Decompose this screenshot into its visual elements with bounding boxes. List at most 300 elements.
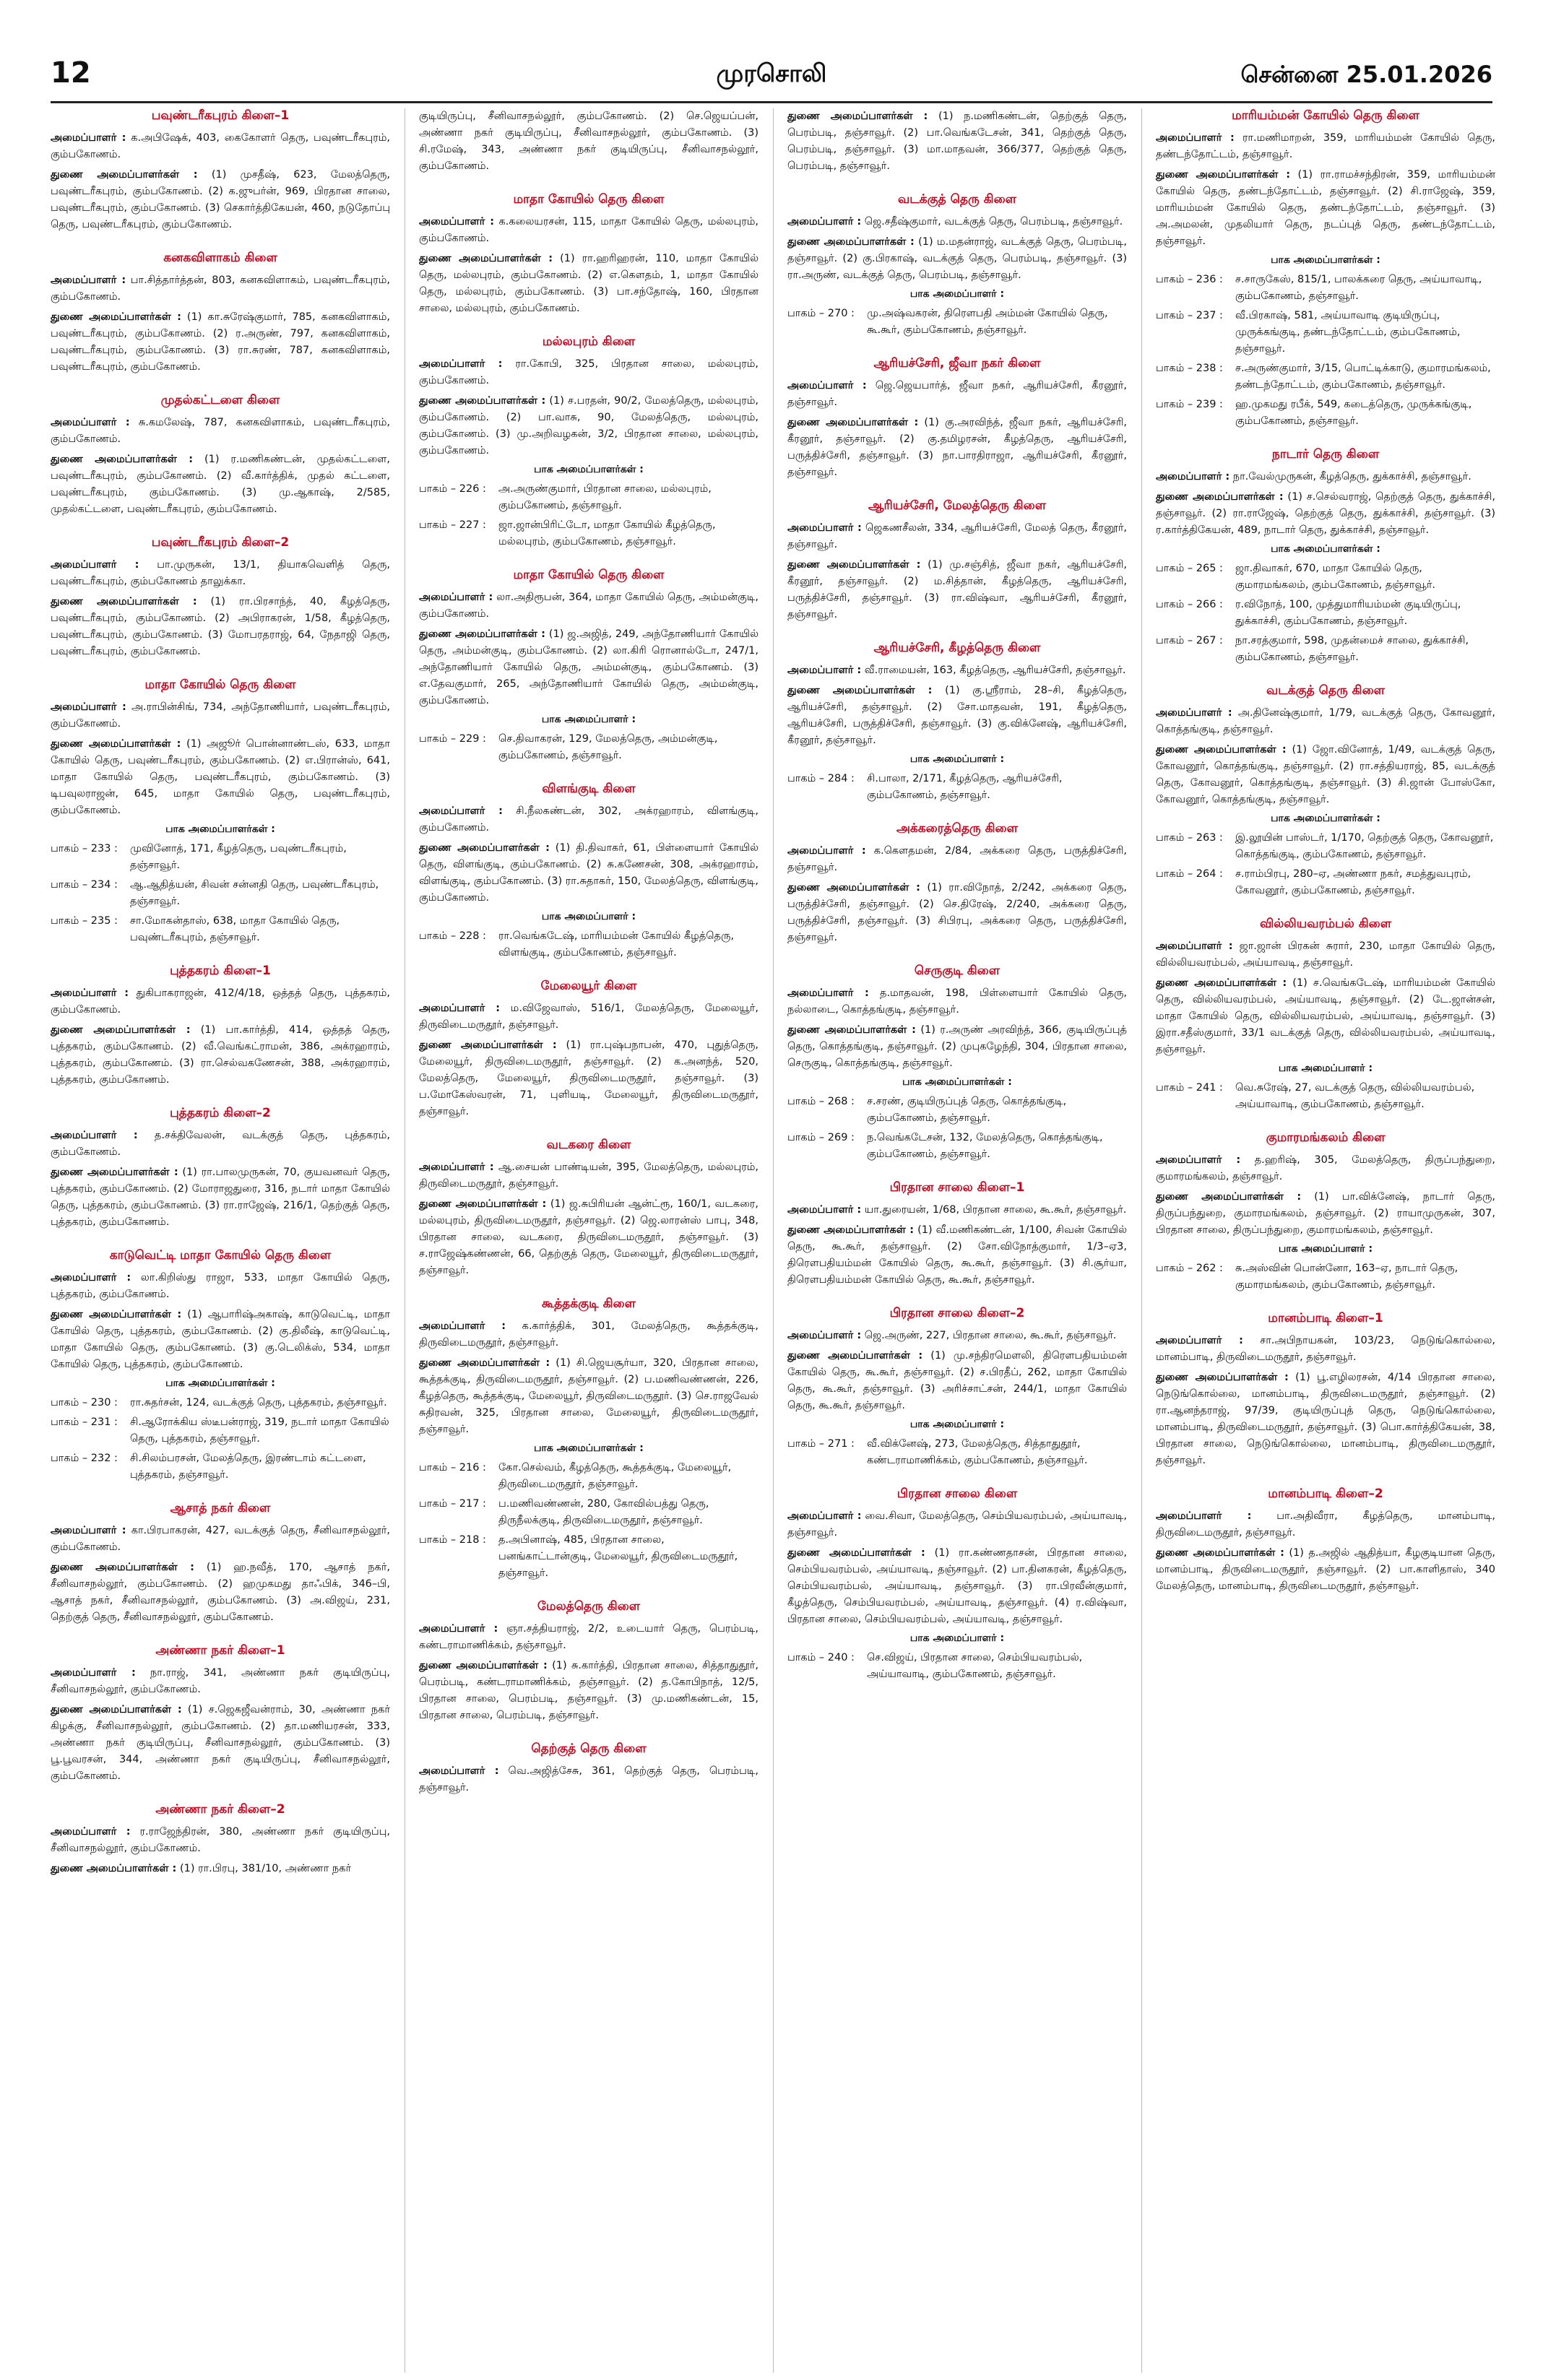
column-3	[787, 108, 1127, 2373]
branch-heading: ஆரியச்சேரி, மேலத்தெரு கிளை	[868, 498, 1047, 513]
officer-details: (1) ரா.பாலமுருகன், 70, குயவனவர் தெரு, புத்தகரம், கும்பகோணம். (2) மோராஜதுரை, 316, நடார் மாதா கோயில் தெரு, புத்தகரம், கும்பகோணம். (3) ரா.ராஜேஷ், 216/1, தெற்குத் தெரு, புத்தகரம், கும்பகோணம்.	[51, 1167, 390, 1228]
part-entry	[1156, 397, 1495, 430]
officer-details: வீ.ராமையன், 163, கீழத்தெரு, ஆரியச்சேரி, தஞ்சாவூர்.	[864, 665, 1126, 676]
role-label: அமைப்பாளர் :	[1156, 471, 1230, 483]
part-organiser: ச.சாருகேஸ், 815/1, பாலக்கரை தெரு, அய்யாவாடி, கும்பகோணம், தஞ்சாவூர்.	[1235, 274, 1482, 302]
part-list	[51, 1395, 390, 1484]
officer-details: க.அபிஷேக், 403, கைகோளர் தெரு, பவுண்டரீகபுரம், கும்பகோணம்.	[51, 132, 390, 160]
role-label: அமைப்பாளர் :	[51, 274, 126, 286]
part-number: பாகம் – 230 :	[51, 1397, 118, 1408]
role-label: துணை அமைப்பாளர்கள் :	[1156, 1372, 1289, 1383]
role-label: துணை அமைப்பாளர்கள் :	[419, 395, 546, 407]
branch-block	[419, 334, 758, 550]
officer-entry	[51, 130, 390, 163]
branch-block	[419, 782, 758, 961]
branch-heading: விளங்குடி கிளை	[542, 782, 636, 796]
part-entry	[419, 517, 758, 550]
branch-block	[787, 1180, 1127, 1289]
part-organisers-heading: பாக அமைப்பாளர்கள் :	[1271, 543, 1380, 555]
officer-entry	[51, 985, 390, 1018]
role-label: அமைப்பாளர் :	[51, 417, 130, 428]
officer-entry	[51, 1128, 390, 1161]
part-organisers-heading: பாக அமைப்பாளர்கள் :	[534, 464, 644, 475]
role-label: அமைப்பாளர் :	[51, 1826, 131, 1838]
officer-entry	[419, 1658, 758, 1724]
officer-details: ஞா.சத்தியராஜ், 2/2, உடையார் தெரு, பெரம்படி, கண்டராமாணிக்கம், தஞ்சாவூர்.	[419, 1623, 758, 1651]
role-label: துணை அமைப்பாளர்கள் :	[419, 1039, 557, 1051]
role-label: துணை அமைப்பாளர்கள் :	[419, 1357, 550, 1369]
branch-block	[1156, 683, 1495, 899]
officer-entry	[419, 1621, 758, 1654]
officer-details: (1) கா.சுரேஷ்குமார், 785, கனகவிளாகம், பவுண்டரீகபுரம், கும்பகோணம். (2) ர.அருண், 797, கனகவிளாகம், பவுண்டரீகபுரம், கும்பகோணம். (3) ரா.சுரண், 787, கனகவிளாகம், பவுண்டரீகபுரம், கும்பகோணம்.	[51, 311, 390, 373]
branch-heading: பவுண்டரீகபுரம் கிளை–2	[151, 535, 290, 550]
officer-entry	[1156, 938, 1495, 972]
officer-entry	[787, 108, 1127, 175]
officer-entry	[1156, 130, 1495, 163]
role-label: துணை அமைப்பாளர்கள் :	[1156, 491, 1284, 503]
part-organiser: இ.லூயின் பாஸ்டர், 1/170, தெற்குத் தெரு, கோவனூர், கொத்தங்குடி, கும்பகோணம், தஞ்சாவூர்.	[1235, 832, 1494, 860]
officer-details: ம.விஜேவாஸ், 516/1, மேலத்தெரு, மேலையூர், திருவிடைமருதூர், தஞ்சாவூர்.	[419, 1003, 758, 1031]
officer-entry	[787, 214, 1127, 230]
officer-entry	[1156, 705, 1495, 738]
officer-entry	[787, 1328, 1127, 1344]
part-organiser: செ.விஜய், பிரதான சாலை, செம்பியவரம்பல், அய்யாவாடி, கும்பகோணம், தஞ்சாவூர்.	[867, 1652, 1083, 1680]
branch-block	[787, 821, 1127, 946]
branch-heading: மேலத்தெரு கிளை	[537, 1599, 641, 1614]
part-organisers-heading: பாக அமைப்பாளர் :	[909, 753, 1005, 765]
role-label: அமைப்பாளர் :	[787, 380, 867, 391]
officer-details: (1) வீ.மணிகண்டன், 1/100, சிவன் கோயில் தெரு, கூ.கூர், தஞ்சாவூர். (2) சோ.விநோத்குமார், 1/3–ஏ3, திரௌபதியம்மன் கோயில் தெரு, கூ.கூர், தஞ்சாவூர். (3) சி.சூர்யா, திரௌபதியம்மன் கோயில் தெரு, கூ.கூர், தஞ்சாவூர்.	[787, 1224, 1127, 1286]
role-label: அமைப்பாளர் :	[787, 1330, 862, 1341]
part-list	[419, 1460, 758, 1582]
part-number: பாகம் – 271 :	[787, 1438, 855, 1450]
officer-details: (1) பூ.எழிலரசன், 4/14 பிரதான சாலை, நெடுங்கொல்லை, மானம்பாடி, திருவிடைமருதூர், தஞ்சாவூர். (2) ரா.ஆனந்தராஜ், 97/39, குடியிருப்புத் தெரு, நெடுங்கொல்லை, மானம்பாடி, திருவிடைமருதூர், தஞ்சாவூர். (3) பொ.கார்த்திகேயன், 38, பிரதான சாலை, நெடுங்கொல்லை, மானம்பாடி, திருவிடைமருதூர், தஞ்சாவூர்.	[1156, 1372, 1495, 1466]
officer-details: கா.பிரபாகரன், 427, வடக்குத் தெரு, சீனிவாசநல்லூர், கும்பகோணம்.	[51, 1525, 390, 1553]
branch-block	[419, 192, 758, 317]
branch-block	[1156, 108, 1495, 430]
part-entry	[419, 1532, 758, 1582]
officer-details: க.கலையரசன், 115, மாதா கோயில் தெரு, மல்லபுரம், கும்பகோணம்.	[419, 216, 758, 244]
branch-block	[51, 1248, 390, 1484]
officer-entry	[419, 589, 758, 623]
part-number: பாகம் – 265 :	[1156, 563, 1223, 574]
role-label: துணை அமைப்பாளர்கள் :	[1156, 977, 1287, 989]
officer-entry	[787, 415, 1127, 481]
officer-details: ஜெகணசீலன், 334, ஆரியச்சேரி, மேலத் தெரு, கீரனூர், தஞ்சாவூர்.	[787, 522, 1127, 550]
role-label: அமைப்பாளர் :	[787, 1510, 862, 1522]
officer-details: (1) மு.சந்திரமௌலி, திரௌபதியம்மன் கோயில் தெரு, கூ.கூர், தஞ்சாவூர். (2) ச.பிரதீப், 262, மாதா கோயில் தெரு, கூ.கூர், தஞ்சாவூர். (3) அரிச்சாட்சன், 244/1, மாதா கோயில் தெரு, கூ.கூர், தஞ்சாவூர்.	[787, 1350, 1127, 1411]
officer-details: (1) ரா.கண்ணதாசன், பிரதான சாலை, செம்பியவரம்பல், அய்யாவடி, தஞ்சாவூர். (2) பா.தினகரன், கீழத்தெரு, செம்பியவரம்பல், அய்யாவடி, தஞ்சாவூர். (3) ரா.பிரவீன்குமார், கீழத்தெரு, செம்பியவரம்பல், அய்யாவடி, தஞ்சாவூர். (4) ர.விஷ்வா, பிரதான சாலை, செம்பியவரம்பல், அய்யாவடி, தஞ்சாவூர்.	[787, 1547, 1127, 1625]
role-label: துணை அமைப்பாளர்கள் :	[787, 559, 921, 571]
officer-details: த.ஹரிஷ், 305, மேலத்தெரு, திருப்பந்துறை, குமாரமங்கலம், தஞ்சாவூர்.	[1156, 1154, 1495, 1182]
officer-details: (1) த.அஜில் ஆதித்யா, கீழகுடியான தெரு, மானம்பாடி, திருவிடைமருதூர், தஞ்சாவூர். (2) பா.காளிதாஸ், 340 மேலத்தெரு, மானம்பாடி, திருவிடைமருதூர், தஞ்சாவூர்.	[1156, 1547, 1495, 1592]
part-entry	[51, 877, 390, 910]
officer-entry	[419, 803, 758, 836]
part-entry	[419, 481, 758, 514]
part-number: பாகம் – 232 :	[51, 1453, 118, 1464]
branch-block	[419, 108, 758, 175]
role-label: அமைப்பாளர் :	[787, 987, 869, 999]
officer-entry	[787, 1202, 1127, 1219]
part-organiser: சி.பாலா, 2/171, கீழத்தெரு, ஆரியச்சேரி, கும்பகோணம், தஞ்சாவூர்.	[867, 773, 1063, 801]
officer-entry	[787, 378, 1127, 411]
page-number: 12	[51, 56, 91, 90]
branch-block	[787, 108, 1127, 175]
role-label: துணை அமைப்பாளர்கள் :	[419, 842, 550, 854]
officer-entry	[419, 1159, 758, 1193]
part-organiser: வீ.பிரகாஷ், 581, அய்யாவாடி குடியிருப்பு, முருக்கங்குடி, தண்டந்தோட்டம், கும்பகோணம், தஞ்சாவூர்.	[1235, 310, 1461, 355]
branch-block	[787, 356, 1127, 481]
officer-details: (1) ஆபாரிஷ்அகாஷ், காடுவெட்டி, மாதா கோயில் தெரு, புத்தகரம், கும்பகோணம். (2) கு.திலீஷ், காடுவெட்டி, மாதா கோயில் தெரு, கும்பகோணம். (3) கு.டெலிக்ஸ், 534, மாதா கோயில் தெரு, புத்தகரம், கும்பகோணம்.	[51, 1309, 390, 1370]
part-entry	[51, 1395, 390, 1411]
branch-heading: மானம்பாடி கிளை–1	[1268, 1311, 1383, 1325]
role-label: துணை அமைப்பாளர்கள் :	[51, 1167, 178, 1178]
officer-details: பா.அதிவீரா, கீழத்தெரு, மானம்பாடி, திருவிடைமருதூர், தஞ்சாவூர்.	[1156, 1510, 1495, 1539]
part-list	[1156, 561, 1495, 666]
part-list	[787, 1650, 1127, 1683]
officer-details: யா.துரையன், 1/68, பிரதான சாலை, கூ.கூர், தஞ்சாவூர்.	[864, 1204, 1127, 1216]
role-label: துணை அமைப்பாளர்கள் :	[787, 236, 915, 248]
officer-details: (1) மு.சஞ்சித், ஜீவா நகர், ஆரியச்சேரி, கீரனூர், தஞ்சாவூர். (2) ம.சித்தான், கீழத்தெரு, ஆரியச்சேரி, பருத்திச்சேரி, தஞ்சாவூர். (3) ரா.விஷ்வா, ஆரியச்சேரி, கீரனூர், தஞ்சாவூர்.	[787, 559, 1127, 620]
branch-block	[51, 108, 390, 233]
officer-details: (1) சு.கார்த்தி, பிரதான சாலை, சித்தாதுதூர், பெரம்படி, கண்டராமாணிக்கம், தஞ்சாவூர். (2) த.கோபிநாத், 12/5, பிரதான சாலை, பெரம்படி, தஞ்சாவூர். (3) மு.மணிகண்டன், 15, பிரதான சாலை, பெரம்படி, தஞ்சாவூர்.	[419, 1660, 758, 1721]
part-entry	[787, 1650, 1127, 1683]
role-label: அமைப்பாளர் :	[1156, 132, 1235, 144]
part-number: பாகம் – 240 :	[787, 1652, 855, 1663]
part-organisers-heading: பாக அமைப்பாளர் :	[909, 1419, 1005, 1430]
officer-entry	[787, 557, 1127, 623]
part-organiser: ப.மணிவண்ணன், 280, கோவில்பத்து தெரு, திருநீலக்குடி, திருவிடைமருதூர், தஞ்சாவூர்.	[498, 1498, 709, 1526]
part-number: பாகம் – 235 :	[51, 915, 118, 927]
officer-entry	[1156, 1508, 1495, 1541]
branch-block	[419, 1297, 758, 1582]
branch-heading: பிரதான சாலை கிளை	[896, 1487, 1018, 1501]
branch-heading: புத்தகரம் கிளை–1	[170, 964, 271, 978]
officer-entry	[51, 1861, 390, 1877]
role-label: அமைப்பாளர் :	[51, 1525, 126, 1536]
officer-entry	[51, 1824, 390, 1857]
part-number: பாகம் – 262 :	[1156, 1263, 1223, 1274]
officer-details: (1) ஹ.நவீத், 170, ஆசாத் நகர், சீனிவாசநல்லூர், கும்பகோணம். (2) ஹமுகமது தாஃபிக், 346–பி, ஆசாத் நகர், சீனிவாசநல்லூர், கும்பகோணம். (3) அ.விஜய், 231, தெற்குத் தெரு, சீனிவாசநல்லூர், கும்பகோணம்.	[51, 1562, 390, 1623]
branch-block	[51, 1106, 390, 1231]
officer-details: க.கெளதமன், 2/84, அக்கரை தெரு, பருத்திச்சேரி, தஞ்சாவூர்.	[787, 845, 1127, 873]
part-entry	[1156, 866, 1495, 899]
part-organiser: ஹ.முகமது ரபீக், 549, கடைத்தெரு, முருக்கங்குடி, கும்பகோணம், தஞ்சாவூர்.	[1235, 399, 1472, 427]
officer-details: (1) ரா.ஹரிஹரன், 110, மாதா கோயில் தெரு, மல்லபுரம், கும்பகோணம். (2) எ.கெளதம், 1, மாதா கோயில் தெரு, மல்லபுரம், கும்பகோணம். (3) பா.சந்தோஷ், 160, பிரதான சாலை, மல்லபுரம், கும்பகோணம்.	[419, 253, 758, 314]
branch-block	[1156, 447, 1495, 666]
officer-details: (1) முசதீஷ், 623, மேலத்தெரு, பவுண்டரீகபுரம், கும்பகோணம். (2) க.ஜுபர்ன், 969, பிரதான சாலை, பவுண்டரீகபுரம், கும்பகோணம். (3) செகார்த்திகேயன், 460, நடுதோப்பு தெரு, பவுண்டரீகபுரம், கும்பகோணம்.	[51, 169, 390, 230]
officer-entry	[1156, 1333, 1495, 1366]
part-organiser: சி.ஆரோக்கிய ஸ்டீபன்ராஜ், 319, நடார் மாதா கோயில் தெரு, புத்தகரம், தஞ்சாவூர்.	[130, 1416, 389, 1445]
branch-heading: முதல்கட்டளை கிளை	[160, 393, 280, 407]
role-label: அமைப்பாளர் :	[51, 1130, 138, 1141]
officer-entry	[787, 234, 1127, 284]
part-organiser: ந.வெங்கடேசன், 132, மேலத்தெரு, கொத்தங்குடி, கும்பகோணம், தஞ்சாவூர்.	[867, 1132, 1103, 1160]
branch-heading: வடகரை கிளை	[546, 1138, 631, 1152]
article-columns	[51, 108, 1495, 2373]
officer-details: நா.ராஜ், 341, அண்ணா நகர் குடியிருப்பு, சீனிவாசநல்லூர், கும்பகோணம்.	[51, 1667, 390, 1695]
branch-heading: மானம்பாடி கிளை–2	[1268, 1487, 1383, 1501]
role-label: அமைப்பாளர் :	[419, 1320, 506, 1332]
officer-entry	[419, 1355, 758, 1438]
branch-block	[787, 192, 1127, 339]
branch-heading: தெற்குத் தெரு கிளை	[531, 1741, 647, 1756]
part-organiser: ஜா.ஜான்பிரிட்டோ, மாதா கோயில் கீழத்தெரு, மல்லபுரம், கும்பகோணம், தஞ்சாவூர்.	[498, 519, 716, 548]
branch-heading: அண்ணா நகர் கிளை–1	[155, 1643, 285, 1658]
role-label: துணை அமைப்பாளர்கள் :	[787, 1547, 925, 1559]
officer-details: சி.நீலகண்டன், 302, அக்ரஹாரம், விளங்குடி, கும்பகோணம்.	[419, 805, 758, 834]
officer-details: (1) கு.அரவிந்த், ஜீவா நகர், ஆரியச்சேரி, கீரனூர், தஞ்சாவூர். (2) கு.தமிழரசன், கீழத்தெரு, ஆரியச்சேரி, பருத்திச்சேரி, தஞ்சாவூர். (3) நா.பாரதிராஜா, ஆரியச்சேரி, கீரனூர், தஞ்சாவூர்.	[787, 417, 1127, 478]
officer-details: ஜெ.அருண், 227, பிரதான சாலை, கூ.கூர், தஞ்சாவூர்.	[864, 1330, 1117, 1341]
role-label: துணை அமைப்பாளர்கள் :	[787, 685, 933, 696]
officer-details: (1) ரா.புஷ்பநாபன், 470, புதுத்தெரு, மேலையூர், திருவிடைமருதூர், தஞ்சாவூர். (2) க.அனந்த், 520, மேலத்தெரு, மேலையூர், திருவிடைமருதூர், தஞ்சாவூர். (3) ப.மோகேஸ்வரன், 71, புளியடி, மேலையூர், திருவிடைமருதூர், தஞ்சாவூர்.	[419, 1039, 758, 1117]
part-organiser: சா.மோகன்தாஸ், 638, மாதா கோயில் தெரு, பவுண்டரீகபுரம், தஞ்சாவூர்.	[130, 915, 340, 943]
part-organiser: ச.அருண்குமார், 3/15, பொட்டிக்காடு, குமாரமங்கலம், தண்டந்தோட்டம், கும்பகோணம், தஞ்சாவூர்.	[1235, 363, 1491, 391]
part-number: பாகம் – 263 :	[1156, 832, 1223, 844]
part-entry	[1156, 830, 1495, 863]
role-label: துணை அமைப்பாளர்கள் :	[787, 882, 920, 893]
role-label: அமைப்பாளர் :	[419, 216, 495, 228]
part-list	[1156, 830, 1495, 899]
officer-entry	[419, 626, 758, 709]
officer-entry	[787, 1222, 1127, 1289]
officer-details: பா.முருகன், 13/1, தியாகவெளித் தெரு, பவுண்டரீகபுரம், கும்பகோணம் தாலுக்கா.	[51, 559, 390, 587]
branch-heading: மேலையூர் கிளை	[540, 979, 637, 993]
branch-block	[787, 498, 1127, 623]
branch-heading: செருகுடி கிளை	[914, 964, 1000, 978]
part-number: பாகம் – 227 :	[419, 519, 486, 531]
branch-block	[787, 641, 1127, 804]
branch-block	[51, 964, 390, 1089]
part-organiser: ஆ.ஆதித்யன், சிவன் சன்னதி தெரு, பவுண்டரீகபுரம், தஞ்சாவூர்.	[130, 879, 379, 907]
part-entry	[51, 1414, 390, 1448]
part-list	[1156, 1080, 1495, 1113]
part-entry	[51, 913, 390, 946]
branch-heading: ஆரியச்சேரி, கீழத்தெரு கிளை	[873, 641, 1041, 655]
part-number: பாகம் – 238 :	[1156, 363, 1223, 374]
officer-entry	[1156, 1189, 1495, 1239]
officer-details: ஜா.ஜான் பிரகன் சுரார், 230, மாதா கோயில் தெரு, வில்லியவரம்பல், அய்யாவடி, தஞ்சாவூர்.	[1156, 940, 1495, 969]
branch-heading: பிரதான சாலை கிளை–2	[889, 1306, 1025, 1320]
officer-details: (1) ர.அருண் அரவிந்த், 366, குடியிருப்புத் தெரு, கொத்தங்குடி, தஞ்சாவூர். (2) முபுகழேந்தி, 304, பிரதான சாலை, செருகுடி, கொத்தங்குடி, தஞ்சாவூர்.	[787, 1024, 1127, 1069]
part-list	[787, 1094, 1127, 1163]
officer-entry	[51, 167, 390, 233]
branch-block	[419, 568, 758, 764]
role-label: துணை அமைப்பாளர்கள் :	[51, 1024, 191, 1036]
role-label: அமைப்பாளர் :	[787, 665, 862, 676]
masthead-rule	[51, 101, 1492, 103]
part-entry	[419, 731, 758, 764]
branch-block	[787, 1306, 1127, 1469]
officer-entry	[51, 1523, 390, 1556]
officer-entry	[419, 393, 758, 459]
role-label: அமைப்பாளர் :	[51, 132, 126, 144]
branch-heading: மாதா கோயில் தெரு கிளை	[144, 678, 296, 692]
branch-heading: காடுவெட்டி மாதா கோயில் தெரு கிளை	[109, 1248, 332, 1263]
part-organiser: ர.விநோத், 100, முத்துமாரியம்மன் குடியிருப்பு, துக்காச்சி, கும்பகோணம், தஞ்சாவூர்.	[1235, 599, 1461, 627]
branch-block	[1156, 1487, 1495, 1595]
officer-entry	[787, 843, 1127, 876]
part-list	[1156, 1260, 1495, 1294]
part-organiser: ஜா.திவாகர், 670, மாதா கோயில் தெரு, குமாரமங்கலம், கும்பகோணம், தஞ்சாவூர்.	[1235, 563, 1436, 591]
officer-details: (1) ஜ.சுபிரியன் ஆன்ட்ரூ, 160/1, வடகரை, மல்லபுரம், திருவிடைமருதூர், தஞ்சாவூர். (2) ஜெ.லாரன்ஸ் பாபு, 348, பிரதான சாலை, வடகரை, திருவிடைமருதூர், தஞ்சாவூர். (3) ச.ராஜேஷ்கண்ணன், 66, தெற்குத் தெரு, மேலையூர், திருவிடைமருதூர், தஞ்சாவூர்.	[419, 1198, 758, 1276]
branch-block	[51, 251, 390, 376]
part-organiser: சு.அஸ்வின் பொன்னோ, 163–ஏ, நாடார் தெரு, குமாரமங்கலம், கும்பகோணம், தஞ்சாவூர்.	[1235, 1263, 1458, 1291]
officer-entry	[419, 251, 758, 317]
role-label: துணை அமைப்பாளர்கள் :	[51, 1704, 182, 1715]
part-entry	[1156, 633, 1495, 666]
officer-entry	[787, 662, 1127, 679]
officer-entry	[1156, 1369, 1495, 1469]
role-label: அமைப்பாளர் :	[51, 987, 129, 999]
part-organisers-heading: பாக அமைப்பாளர்கள் :	[165, 1377, 275, 1389]
part-entry	[1156, 597, 1495, 630]
officer-details: நா.வேல்முருகன், கீழத்தெரு, துக்காச்சி, தஞ்சாவூர்.	[1232, 471, 1471, 483]
officer-entry	[51, 1559, 390, 1626]
officer-entry	[419, 840, 758, 906]
branch-heading: ஆசாத் நகர் கிளை	[170, 1501, 271, 1515]
role-label: அமைப்பாளர் :	[1156, 1154, 1241, 1166]
officer-entry	[419, 214, 758, 247]
officer-entry	[51, 1022, 390, 1089]
officer-entry	[419, 108, 758, 175]
role-label: துணை அமைப்பாளர்கள் :	[51, 738, 181, 750]
officer-details: ஆ.சையன் பாண்டியன், 395, மேலத்தெரு, மல்லபுரம், திருவிடைமருதூர், தஞ்சாவூர்.	[419, 1161, 758, 1190]
officer-entry	[787, 520, 1127, 553]
part-organisers-heading: பாக அமைப்பாளர் :	[541, 714, 636, 725]
role-label: அமைப்பாளர் :	[419, 592, 493, 603]
officer-entry	[1156, 742, 1495, 808]
branch-block	[1156, 1130, 1495, 1294]
branch-block	[51, 393, 390, 518]
part-organiser: த.அபினாஷ், 485, பிரதான சாலை, பனங்காட்டான்குடி, மேலையூர், திருவிடைமருதூர், தஞ்சாவூர்.	[498, 1534, 738, 1579]
branch-heading: அண்ணா நகர் கிளை–2	[155, 1802, 285, 1817]
role-label: அமைப்பாளர் :	[51, 701, 126, 713]
part-entry	[787, 1130, 1127, 1163]
part-list	[787, 771, 1127, 804]
part-number: பாகம் – 267 :	[1156, 635, 1223, 646]
role-label: துணை அமைப்பாளர்கள் :	[787, 1350, 923, 1362]
officer-entry	[51, 1270, 390, 1303]
branch-block	[51, 1802, 390, 1877]
officer-entry	[1156, 1152, 1495, 1185]
part-organisers-heading: பாக அமைப்பாளர் :	[541, 911, 636, 922]
officer-details: (1) ச.பரதன், 90/2, மேலத்தெரு, மல்லபுரம், கும்பகோணம். (2) பா.வாசு, 90, மேலத்தெரு, மல்லபுரம், கும்பகோணம். (3) மு.அறிவழகன், 3/2, பிரதான சாலை, மல்லபுரம், கும்பகோணம்.	[419, 395, 758, 456]
branch-block	[787, 964, 1127, 1163]
role-label: துணை அமைப்பாளர்கள் :	[1156, 744, 1287, 756]
officer-entry	[787, 1348, 1127, 1414]
role-label: துணை அமைப்பாளர்கள் :	[51, 1309, 182, 1320]
part-organisers-heading: பாக அமைப்பாளர் :	[1278, 1243, 1373, 1255]
officer-entry	[51, 1307, 390, 1373]
branch-heading: ஆரியச்சேரி, ஜீவா நகர் கிளை	[873, 356, 1041, 371]
part-organiser: ச.சரண், குடியிருப்புத் தெரு, கொத்தங்குடி, கும்பகோணம், தஞ்சாவூர்.	[867, 1096, 1067, 1124]
officer-entry	[51, 1164, 390, 1231]
part-organiser: கோ.செல்வம், கீழத்தெரு, கூத்தக்குடி, மேலையூர், திருவிடைமருதூர், தஞ்சாவூர்.	[498, 1462, 732, 1490]
officer-entry	[51, 1702, 390, 1785]
officer-details: ர.ராஜேந்திரன், 380, அண்ணா நகர் குடியிருப்பு, சீனிவாசநல்லூர், கும்பகோணம்.	[51, 1826, 390, 1854]
officer-details: த.சக்திவேலன், வடக்குத் தெரு, புத்தகரம், கும்பகோணம்.	[51, 1130, 390, 1158]
role-label: அமைப்பாளர் :	[1156, 1335, 1243, 1346]
part-number: பாகம் – 216 :	[419, 1462, 486, 1474]
branch-block	[419, 979, 758, 1120]
officer-details: அ.ராபின்சிங், 734, அந்தோணியார், பவுண்டரீகபுரம், கும்பகோணம்.	[51, 701, 390, 730]
role-label: துணை அமைப்பாளர்கள் :	[1156, 1191, 1302, 1203]
role-label: அமைப்பாளர் :	[51, 559, 139, 571]
officer-entry	[1156, 975, 1495, 1058]
role-label: துணை அமைப்பாளர்கள் :	[419, 1660, 548, 1671]
column-1	[51, 108, 390, 2373]
officer-details: (1) ந.மணிகண்டன், தெற்குத் தெரு, பெரம்படி, தஞ்சாவூர். (2) பா.வெங்கடேசன், 341, தெற்குத் தெரு, பெரம்படி, தஞ்சாவூர். (3) மா.மாதவன், 366/377, தெற்குத் தெரு, பெரம்படி, தஞ்சாவூர்.	[787, 111, 1127, 172]
role-label: அமைப்பாளர் :	[51, 1272, 131, 1284]
officer-entry	[1156, 1545, 1495, 1595]
branch-heading: குமாரமங்கலம் கிளை	[1266, 1130, 1386, 1145]
part-organisers-heading: பாக அமைப்பாளர்கள் :	[165, 823, 275, 835]
role-label: அமைப்பாளர் :	[51, 1667, 136, 1679]
part-number: பாகம் – 269 :	[787, 1132, 855, 1143]
part-number: பாகம் – 270 :	[787, 308, 855, 319]
part-entry	[51, 841, 390, 874]
officer-entry	[51, 272, 390, 306]
branch-block	[1156, 917, 1495, 1113]
officer-entry	[51, 736, 390, 819]
role-label: துணை அமைப்பாளர்கள் :	[1156, 169, 1291, 181]
part-number: பாகம் – 218 :	[419, 1534, 486, 1546]
officer-entry	[1156, 167, 1495, 250]
officer-entry	[787, 1545, 1127, 1628]
part-list	[419, 928, 758, 961]
part-organiser: ரா.சுதர்சன், 124, வடக்குத் தெரு, புத்தகரம், தஞ்சாவூர்.	[130, 1397, 387, 1408]
part-number: பாகம் – 237 :	[1156, 310, 1223, 321]
part-list	[419, 481, 758, 550]
officer-entry	[419, 356, 758, 389]
officer-entry	[51, 557, 390, 590]
branch-heading: வில்லியவரம்பல் கிளை	[1259, 917, 1392, 931]
part-list	[51, 841, 390, 946]
role-label: அமைப்பாளர் :	[419, 805, 503, 817]
officer-details: (1) ச.ஜெகஜீவன்ராம், 30, அண்ணா நகர் கிழக்கு, சீனிவாசநல்லூர், கும்பகோணம். (2) தா.மணியரசன், 333, அண்ணா நகர் குடியிருப்பு, சீனிவாசநல்லூர், கும்பகோணம். (3) பூ.பூவரசன், 344, அண்ணா நகர் குடியிருப்பு, சீனிவாசநல்லூர், கும்பகோணம்.	[51, 1704, 390, 1782]
branch-heading: புத்தகரம் கிளை–2	[170, 1106, 271, 1120]
branch-block	[51, 535, 390, 660]
officer-details: (1) ரா.ராமச்சந்திரன், 359, மாரியம்மன் கோயில் தெரு, தண்டந்தோட்டம், தஞ்சாவூர். (2) சி.ராஜேஷ், 359, மாரியம்மன் கோயில் தெரு, தண்டந்தோட்டம், தஞ்சாவூர். (3) அ.அமலன், முதலியார் தெரு, நடப்புத் தெரு, தண்டந்தோட்டம், தஞ்சாவூர்.	[1156, 169, 1495, 247]
branch-heading: மாரியம்மன் கோயில் தெரு கிளை	[1232, 108, 1419, 123]
branch-heading: மல்லபுரம் கிளை	[542, 334, 636, 349]
part-number: பாகம் – 231 :	[51, 1416, 118, 1428]
branch-heading: மாதா கோயில் தெரு கிளை	[513, 192, 665, 207]
role-label: அமைப்பாளர் :	[419, 1161, 494, 1173]
part-organisers-heading: பாக அமைப்பாளர் :	[909, 288, 1005, 300]
part-organisers-heading: பாக அமைப்பாளர்கள் :	[534, 1442, 644, 1454]
part-entry	[787, 771, 1127, 804]
officer-details: (1) ச.செல்வராஜ், தெற்குத் தெரு, துக்காச்சி, தஞ்சாவூர். (2) ரா.ராஜேஷ், தெற்குத் தெரு, துக்காச்சி, தஞ்சாவூர். (3) ர.கார்த்திகேயன், 489, நாடார் தெரு, துக்காச்சி, தஞ்சாவூர்.	[1156, 491, 1495, 536]
part-entry	[787, 1436, 1127, 1469]
officer-details: லா.கிறிஸ்து ராஜா, 533, மாதா கோயில் தெரு, புத்தகரம், கும்பகோணம்.	[51, 1272, 390, 1300]
officer-details: ஜெ.சதீஷ்குமார், வடக்குத் தெரு, பெரம்படி, தஞ்சாவூர்.	[864, 216, 1123, 228]
branch-block	[419, 1138, 758, 1279]
part-number: பாகம் – 233 :	[51, 843, 118, 854]
part-number: பாகம் – 228 :	[419, 930, 486, 942]
role-label: துணை அமைப்பாளர்கள் :	[1156, 1547, 1284, 1559]
part-entry	[51, 1450, 390, 1484]
newspaper-name: முரசொலி	[716, 59, 827, 88]
officer-details: வை.சிவா, மேலத்தெரு, செம்பியவரம்பல், அய்யாவடி, தஞ்சாவூர்.	[787, 1510, 1127, 1539]
officer-entry	[787, 1508, 1127, 1541]
branch-heading: மாதா கோயில் தெரு கிளை	[513, 568, 665, 582]
dateline: சென்னை 25.01.2026	[1240, 61, 1492, 88]
role-label: அமைப்பாளர் :	[419, 1003, 501, 1014]
officer-entry	[419, 1196, 758, 1279]
part-organiser: செ.திவாகரன், 129, மேலத்தெரு, அம்மன்குடி, கும்பகோணம், தஞ்சாவூர்.	[498, 733, 718, 761]
